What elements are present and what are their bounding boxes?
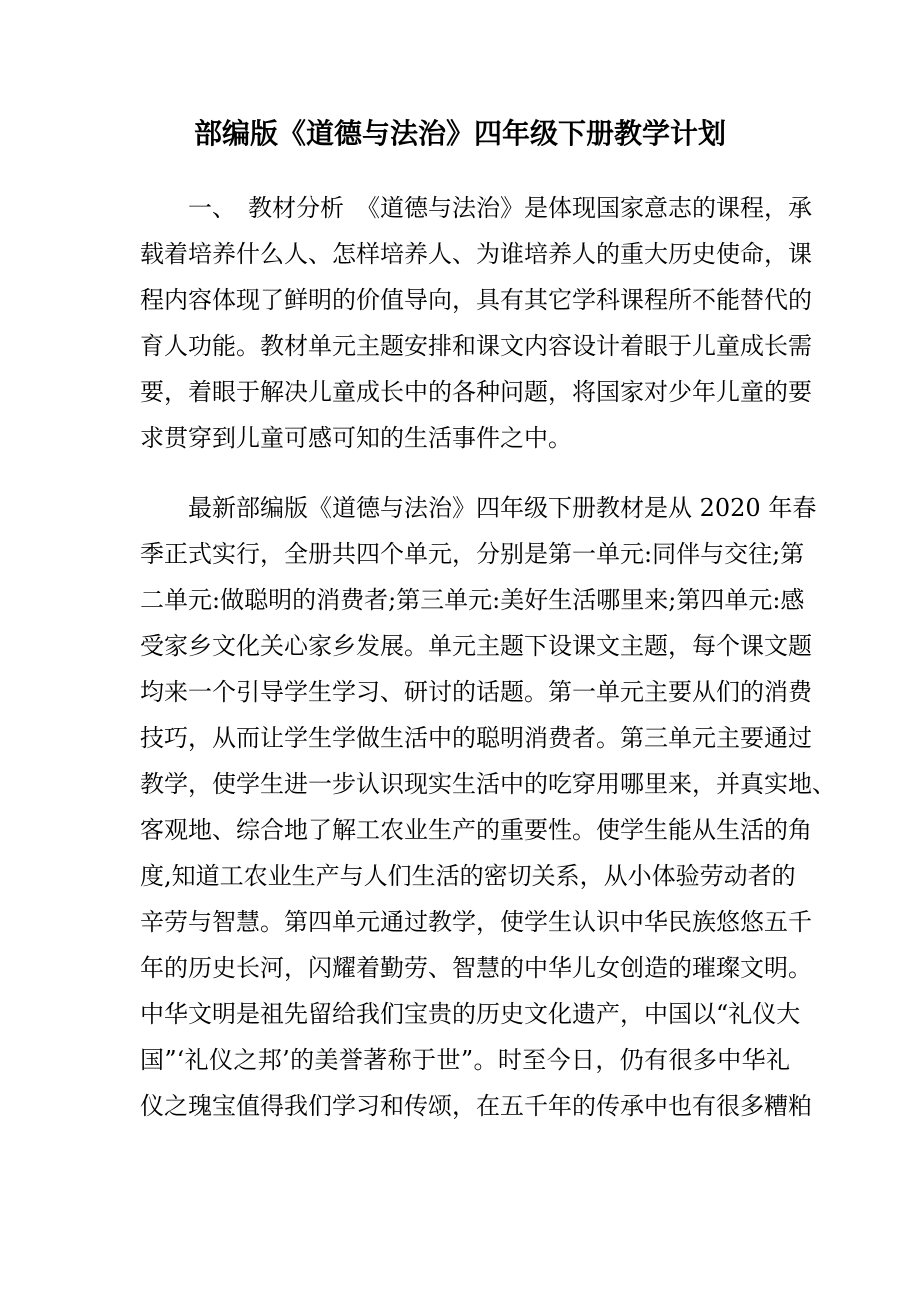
- paragraph-line: 辛劳与智慧。第四单元通过教学，使学生认识中华民族悠悠五千: [140, 908, 812, 936]
- paragraph-line: 育人功能。教材单元主题安排和课文内容设计着眼于儿童成长需: [140, 332, 812, 360]
- paragraph-line: 要，着眼于解决儿童成长中的各种问题，将国家对少年儿童的要: [140, 378, 812, 406]
- paragraph-line: 程内容体现了鲜明的价值导向，具有其它学科课程所不能替代的: [140, 286, 812, 314]
- paragraph-line: 教学，使学生进一步认识现实生活中的吃穿用哪里来，并真实地、: [140, 770, 836, 798]
- paragraph-line: 国”‘礼仪之邦’的美誉著称于世”。时至今日，仍有很多中华礼: [140, 1046, 790, 1074]
- paragraph-line: 客观地、综合地了解工农业生产的重要性。使学生能从生活的角: [140, 816, 812, 844]
- paragraph-line: 技巧，从而让学生学做生活中的聪明消费者。第三单元主要通过: [140, 724, 812, 752]
- paragraph-line: 季正式实行，全册共四个单元，分别是第一单元:同伴与交往;第: [140, 540, 805, 568]
- paragraph-line: 仪之瑰宝值得我们学习和传颂，在五千年的传承中也有很多糟粕: [140, 1092, 812, 1120]
- paragraph-line: 求贯穿到儿童可感可知的生活事件之中。: [140, 424, 572, 452]
- document-title: 部编版《道德与法治》四年级下册教学计划: [193, 117, 726, 150]
- paragraph-line: 一、 教材分析 《道德与法治》是体现国家意志的课程，承: [140, 194, 812, 222]
- paragraph-line: 度,知道工农业生产与人们生活的密切关系，从小体验劳动者的: [140, 862, 796, 890]
- paragraph-line: 受家乡文化关心家乡发展。单元主题下设课文主题，每个课文题: [140, 632, 812, 660]
- paragraph-line: 最新部编版《道德与法治》四年级下册教材是从 2020 年春: [140, 494, 817, 522]
- paragraph-line: 载着培养什么人、怎样培养人、为谁培养人的重大历史使命，课: [140, 240, 812, 268]
- paragraph-line: 年的历史长河，闪耀着勤劳、智慧的中华儿女创造的璀璨文明。: [140, 954, 812, 982]
- paragraph-line: 均来一个引导学生学习、研讨的话题。第一单元主要从们的消费: [140, 678, 812, 706]
- paragraph-line: 中华文明是祖先留给我们宝贵的历史文化遗产，中国以“礼仪大: [140, 1000, 801, 1028]
- paragraph-line: 二单元:做聪明的消费者;第三单元:美好生活哪里来;第四单元:感: [140, 586, 805, 614]
